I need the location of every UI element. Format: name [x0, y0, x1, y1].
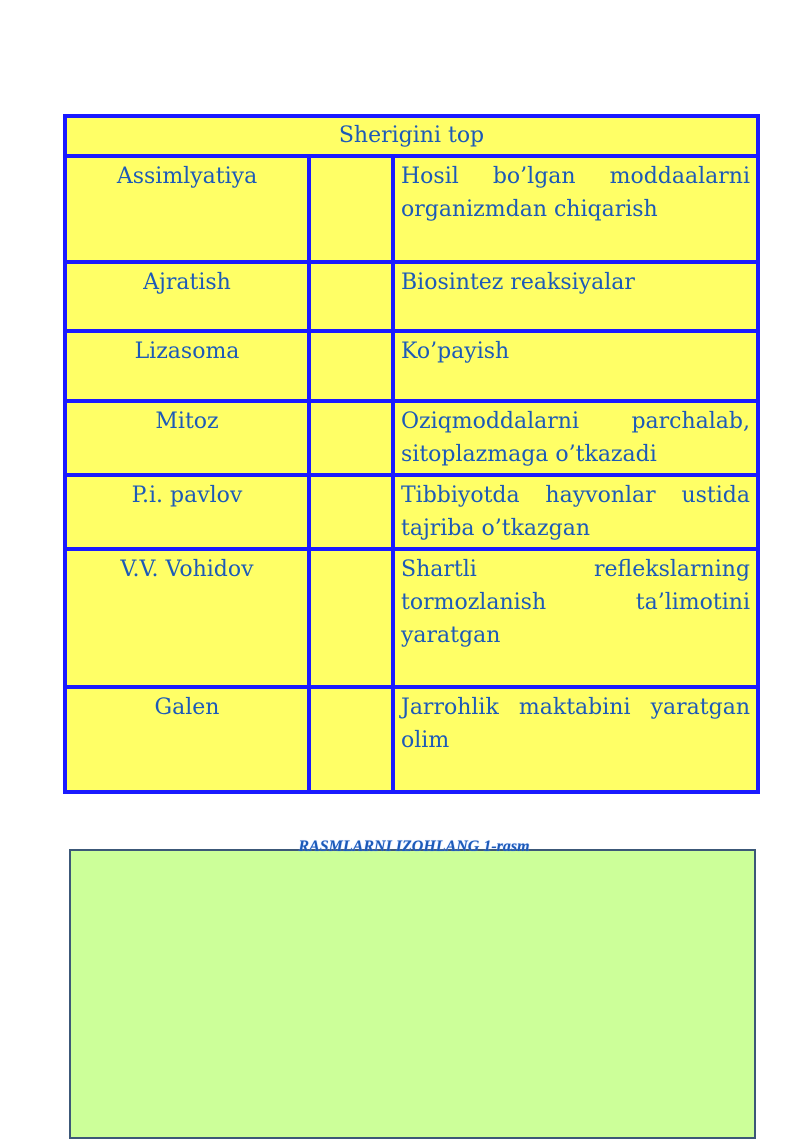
answer-blank-cell[interactable] [311, 264, 391, 330]
definition-cell: Shartli reflekslarning tormozlanish ta’limotini yaratgan [395, 551, 756, 686]
answer-blank-cell[interactable] [311, 158, 391, 260]
definition-cell: Hosil bo’lgan moddaalarni organizmdan chiqarish [395, 158, 756, 260]
matching-table [63, 114, 760, 794]
answer-blank-cell[interactable] [311, 551, 391, 686]
picture-frame [69, 849, 756, 1139]
table-title: Sherigini top [67, 118, 756, 154]
term-cell: P.i. pavlov [67, 477, 307, 547]
answer-blank-cell[interactable] [311, 689, 391, 790]
table-row [67, 264, 756, 330]
definition-cell: Ko’payish [395, 333, 756, 399]
definition-cell: Oziqmoddalarni parchalab, sitoplazmaga o’tkazadi [395, 403, 756, 473]
table-row [67, 403, 756, 473]
answer-blank-cell[interactable] [311, 477, 391, 547]
answer-blank-cell[interactable] [311, 333, 391, 399]
table-row [67, 333, 756, 399]
table-row [67, 689, 756, 790]
table-row [67, 477, 756, 547]
term-cell: Ajratish [67, 264, 307, 330]
table-title-row [67, 118, 756, 154]
picture-caption: RASMLARNI IZOHLANG 1-rasm [298, 838, 530, 855]
table-row [67, 551, 756, 686]
answer-blank-cell[interactable] [311, 403, 391, 473]
table-row [67, 158, 756, 260]
definition-cell: Biosintez reaksiyalar [395, 264, 756, 330]
definition-cell: Jarrohlik maktabini yaratgan olim [395, 689, 756, 790]
definition-cell: Tibbiyotda hayvonlar ustida tajriba o’tkazgan [395, 477, 756, 547]
term-cell: Lizasoma [67, 333, 307, 399]
term-cell: V.V. Vohidov [67, 551, 307, 686]
term-cell: Mitoz [67, 403, 307, 473]
term-cell: Assimlyatiya [67, 158, 307, 260]
term-cell: Galen [67, 689, 307, 790]
